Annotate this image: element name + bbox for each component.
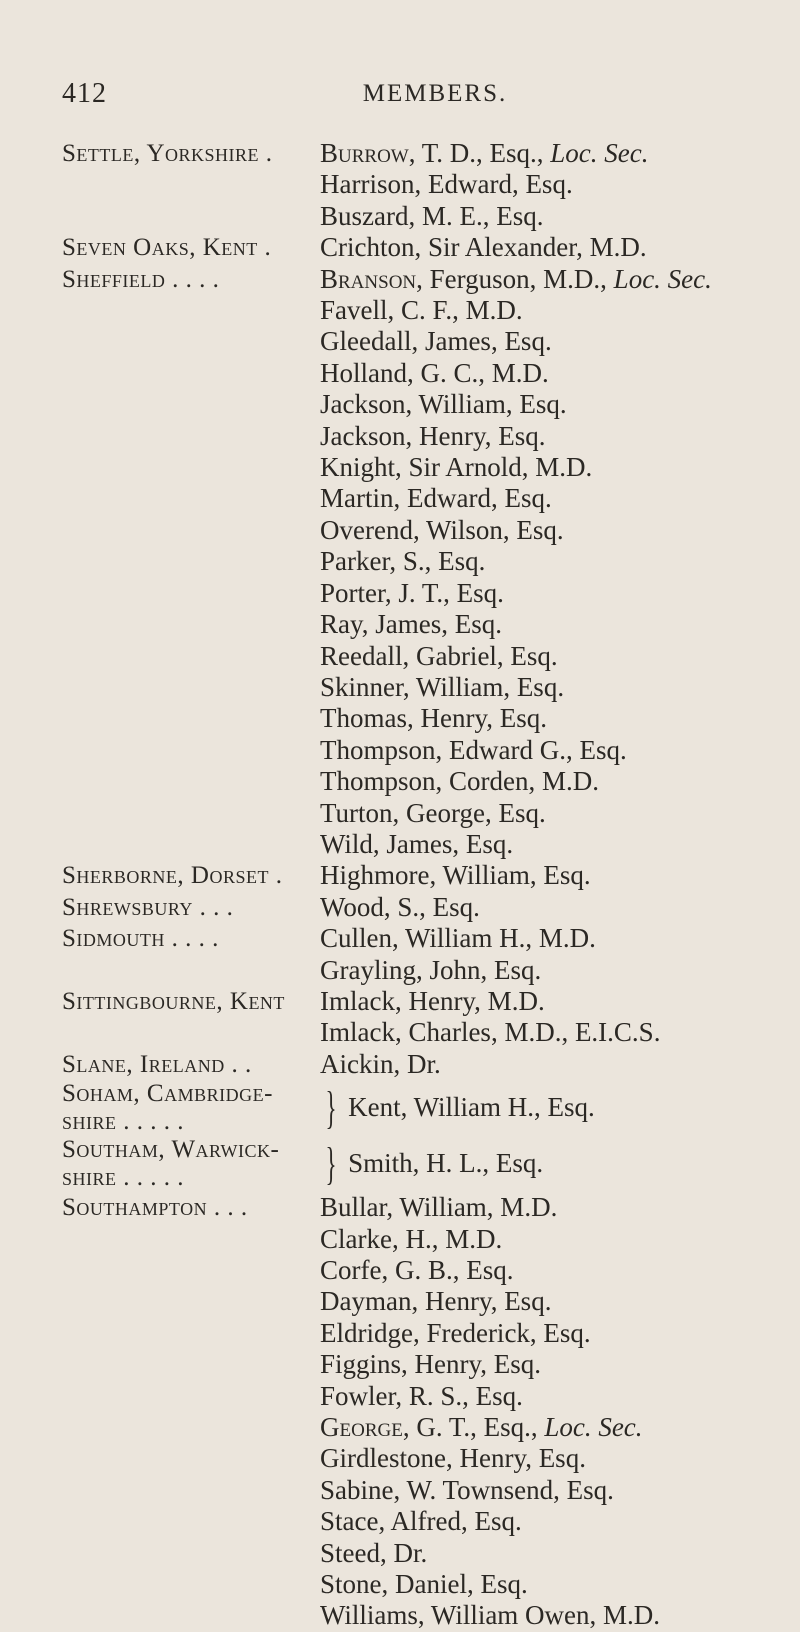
page-number: 412 bbox=[62, 78, 107, 109]
member-name: Wood, S., Esq. bbox=[320, 891, 480, 922]
member-list bbox=[62, 138, 782, 1632]
entry-sherborne bbox=[62, 860, 782, 891]
entry-sidmouth bbox=[62, 923, 782, 986]
member-name: Girdlestone, Henry, Esq. bbox=[320, 1443, 586, 1474]
member-name: Knight, Sir Arnold, M.D. bbox=[320, 452, 593, 483]
place-soham-line1: Soham, Cambridge- bbox=[62, 1080, 273, 1108]
member-name: Highmore, William, Esq. bbox=[320, 860, 591, 891]
member-name: Aickin, Dr. bbox=[320, 1048, 441, 1079]
entry-shrewsbury bbox=[62, 892, 782, 923]
running-title: MEMBERS. bbox=[362, 80, 508, 107]
names-sheffield bbox=[320, 264, 782, 861]
names-sherborne bbox=[320, 860, 782, 891]
member-name: Gleedall, James, Esq. bbox=[320, 326, 552, 357]
place-southam-line2: shire . . . . . bbox=[62, 1164, 185, 1192]
entry-southam bbox=[62, 1136, 782, 1192]
member-name: Skinner, William, Esq. bbox=[320, 671, 565, 702]
member-name: Grayling, John, Esq. bbox=[320, 954, 542, 985]
place-soham-line2: shire . . . . . bbox=[62, 1108, 185, 1136]
brace-icon: } bbox=[325, 1138, 337, 1190]
names-soham bbox=[348, 1092, 782, 1123]
place-settle: Settle, Yorkshire . bbox=[62, 140, 273, 167]
member-name: Crichton, Sir Alexander, M.D. bbox=[320, 232, 647, 263]
member-name: Steed, Dr. bbox=[320, 1537, 428, 1568]
place-southam bbox=[62, 1136, 320, 1192]
entry-soham bbox=[62, 1080, 782, 1136]
member-name: Martin, Edward, Esq. bbox=[320, 483, 552, 514]
place-southampton: Southampton . . . bbox=[62, 1194, 248, 1222]
member-name: Harrison, Edward, Esq. bbox=[320, 169, 573, 200]
member-name: Reedall, Gabriel, Esq. bbox=[320, 640, 558, 671]
member-name: Buszard, M. E., Esq. bbox=[320, 200, 544, 231]
member-name: Smith, H. L., Esq. bbox=[348, 1148, 544, 1179]
member-name: George, G. T., Esq., Loc. Sec. bbox=[320, 1412, 643, 1443]
member-name: Eldridge, Frederick, Esq. bbox=[320, 1317, 591, 1348]
member-name: Dayman, Henry, Esq. bbox=[320, 1286, 552, 1317]
entry-southampton bbox=[62, 1192, 782, 1632]
names-southampton bbox=[320, 1192, 782, 1632]
member-name: Overend, Wilson, Esq. bbox=[320, 514, 564, 545]
member-name: Thompson, Edward G., Esq. bbox=[320, 734, 627, 765]
names-sittingbourne bbox=[320, 986, 782, 1049]
member-name: Turton, George, Esq. bbox=[320, 797, 546, 828]
member-name: Kent, William H., Esq. bbox=[348, 1092, 595, 1123]
member-name: Clarke, H., M.D. bbox=[320, 1223, 503, 1254]
member-name: Imlack, Charles, M.D., E.I.C.S. bbox=[320, 1017, 661, 1048]
names-seven-oaks bbox=[320, 232, 782, 263]
member-name: Figgins, Henry, Esq. bbox=[320, 1349, 541, 1380]
member-name: Favell, C. F., M.D. bbox=[320, 295, 523, 326]
place-sherborne: Sherborne, Dorset . bbox=[62, 862, 283, 890]
place-sidmouth: Sidmouth . . . . bbox=[62, 925, 219, 953]
member-name: Stone, Daniel, Esq. bbox=[320, 1569, 528, 1600]
member-name: Porter, J. T., Esq. bbox=[320, 577, 504, 608]
brace-icon: } bbox=[325, 1082, 337, 1134]
entry-settle bbox=[62, 138, 782, 232]
place-southam-line1: Southam, Warwick- bbox=[62, 1136, 280, 1164]
place-seven-oaks: Seven Oaks, Kent . bbox=[62, 234, 272, 262]
member-name: Fowler, R. S., Esq. bbox=[320, 1380, 523, 1411]
place-sheffield: Sheffield . . . . bbox=[62, 265, 220, 293]
member-name: Stace, Alfred, Esq. bbox=[320, 1506, 522, 1537]
names-settle bbox=[320, 138, 782, 232]
entry-sheffield bbox=[62, 264, 782, 861]
member-name: Wild, James, Esq. bbox=[320, 828, 514, 859]
entry-slane bbox=[62, 1049, 782, 1080]
member-name: Ray, James, Esq. bbox=[320, 609, 502, 640]
member-name: Thomas, Henry, Esq. bbox=[320, 703, 547, 734]
member-name: Burrow, T. D., Esq., Loc. Sec. bbox=[320, 138, 649, 168]
place-sittingbourne: Sittingbourne, Kent bbox=[62, 987, 285, 1015]
member-name: Bullar, William, M.D. bbox=[320, 1192, 558, 1223]
member-name: Jackson, Henry, Esq. bbox=[320, 420, 546, 451]
names-slane bbox=[320, 1049, 782, 1080]
member-name: Corfe, G. B., Esq. bbox=[320, 1255, 514, 1285]
member-name: Parker, S., Esq. bbox=[320, 546, 486, 577]
place-slane: Slane, Ireland . . bbox=[62, 1050, 252, 1078]
member-name: Williams, William Owen, M.D. bbox=[320, 1600, 661, 1631]
member-name: Imlack, Henry, M.D. bbox=[320, 985, 545, 1016]
member-name: Sabine, W. Townsend, Esq. bbox=[320, 1474, 614, 1505]
member-name: Thompson, Corden, M.D. bbox=[320, 766, 599, 797]
entry-seven-oaks bbox=[62, 232, 782, 263]
entry-sittingbourne bbox=[62, 986, 782, 1049]
member-name: Cullen, William H., M.D. bbox=[320, 923, 596, 954]
member-name: Branson, Ferguson, M.D., Loc. Sec. bbox=[320, 263, 712, 294]
place-soham bbox=[62, 1080, 320, 1136]
member-name: Jackson, William, Esq. bbox=[320, 389, 567, 420]
names-sidmouth bbox=[320, 923, 782, 986]
names-shrewsbury bbox=[320, 892, 782, 923]
member-name: Holland, G. C., M.D. bbox=[320, 357, 549, 388]
place-shrewsbury: Shrewsbury . . . bbox=[62, 893, 234, 921]
names-southam bbox=[348, 1148, 782, 1179]
